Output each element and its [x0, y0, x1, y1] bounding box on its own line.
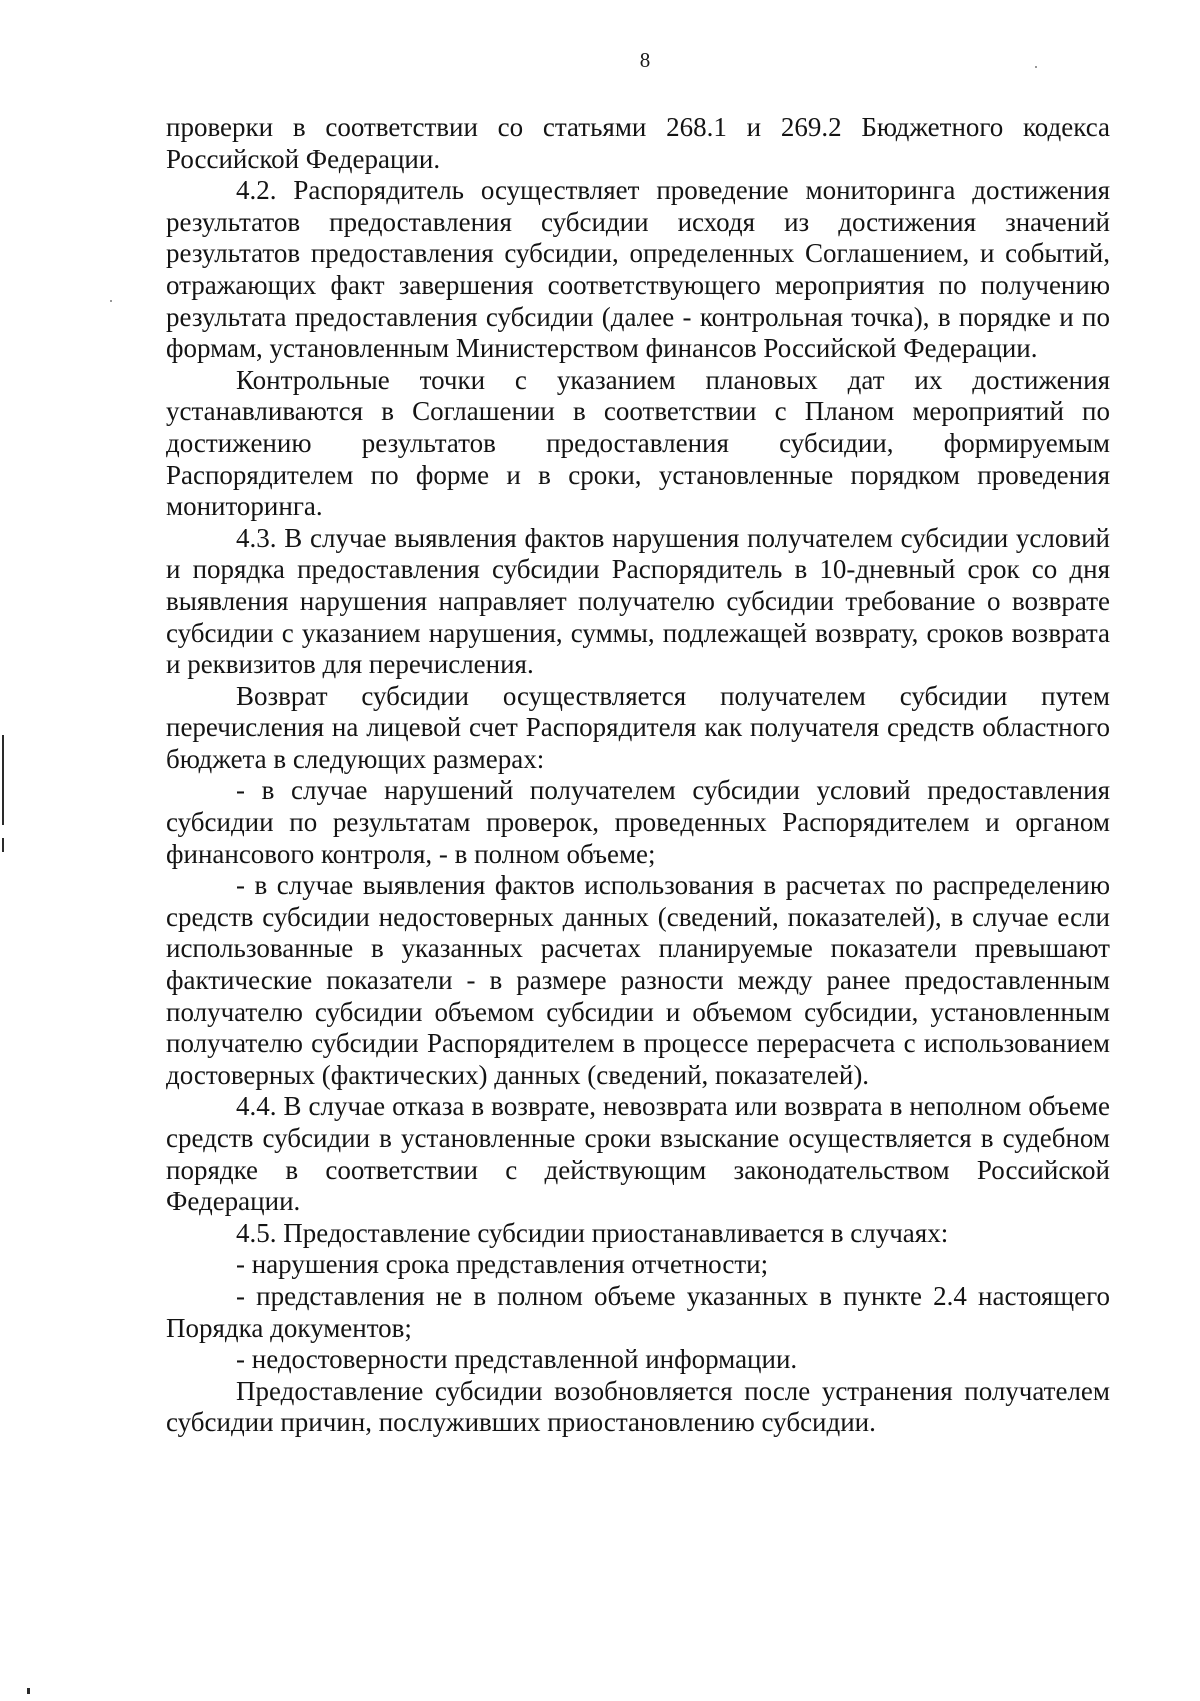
- paragraph: - в случае выявления фактов использования в расчетах по распределению средств субсидии недостоверных данных (сведений, показателей), в случае если использованные в указанных расчетах планируемые показатели превышают фактические показатели - в размере разности между ранее предоставленным получателю субсидии объемом субсидии и объемом субсидии, установленным получателю субсидии Распорядителем в процессе перерасчета с использованием достоверных (фактических) данных (сведений, показателей).: [166, 870, 1110, 1090]
- paragraph: 4.4. В случае отказа в возврате, невозврата или возврата в неполном объеме средств субсидии в установленные сроки взыскание осуществляется в судебном порядке в соответствии с действующим законодательством Российской Федерации.: [166, 1091, 1110, 1217]
- document-body: [166, 112, 1110, 1439]
- paragraph: Предоставление субсидии возобновляется после устранения получателем субсидии причин, послуживших приостановлению субсидии.: [166, 1375, 1110, 1438]
- paragraph: Возврат субсидии осуществляется получателем субсидии путем перечисления на лицевой счет Распорядителя как получателя средств областного бюджета в следующих размерах:: [166, 680, 1110, 774]
- paragraph: проверки в соответствии со статьями 268.1 и 269.2 Бюджетного кодекса Российской Федерации.: [166, 112, 1110, 174]
- scan-speck: [110, 300, 112, 302]
- paragraph: 4.3. В случае выявления фактов нарушения получателем субсидии условий и порядка предоставления субсидии Распорядитель в 10-дневный срок со дня выявления нарушения направляет получателю субсидии требование о возврате субсидии с указанием нарушения, суммы, подлежащей возврату, сроков возврата и реквизитов для перечисления.: [166, 522, 1110, 680]
- paragraph: Контрольные точки с указанием плановых дат их достижения устанавливаются в Соглашении в соответствии с Планом мероприятий по достижению результатов предоставления субсидии, формируемым Распорядителем по форме и в сроки, установленные порядком проведения мониторинга.: [166, 364, 1110, 522]
- paragraph: 4.2. Распорядитель осуществляет проведение мониторинга достижения результатов предоставления субсидии исходя из достижения значений результатов предоставления субсидии, определенных Соглашением, и событий, отражающих факт завершения соответствующего мероприятия по получению результата предоставления субсидии (далее - контрольная точка), в порядке и по формам, установленным Министерством финансов Российской Федерации.: [166, 175, 1110, 364]
- paragraph: 4.5. Предоставление субсидии приостанавливается в случаях:: [236, 1217, 949, 1248]
- scan-edge-mark: [2, 838, 4, 852]
- scan-edge-mark: [2, 735, 4, 825]
- page-number: 8: [639, 48, 651, 72]
- paragraph: - представления не в полном объеме указанных в пункте 2.4 настоящего Порядка документов;: [166, 1280, 1110, 1343]
- scan-edge-mark: [27, 1688, 30, 1694]
- paragraph: - недостоверности представленной информации.: [236, 1344, 798, 1375]
- paragraph: - в случае нарушений получателем субсидии условий предоставления субсидии по результатам проверок, проведенных Распорядителем и органом финансового контроля, - в полном объеме;: [166, 775, 1110, 869]
- scan-speck: [1035, 66, 1037, 68]
- paragraph: - нарушения срока представления отчетности;: [236, 1249, 769, 1280]
